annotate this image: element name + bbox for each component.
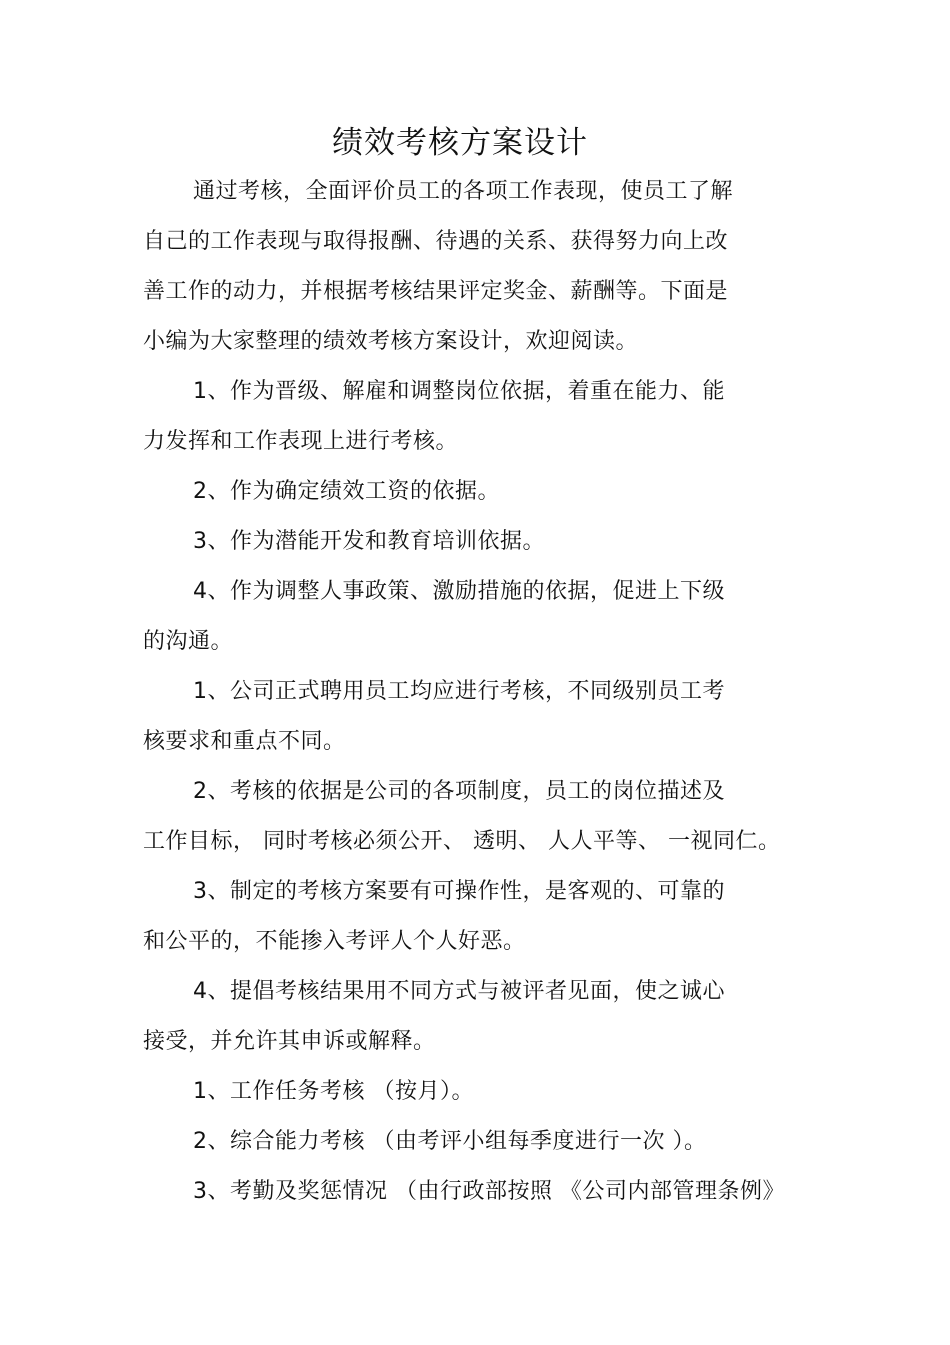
paragraph-line: 1、公司正式聘用员工均应进行考核，不同级别员工考 xyxy=(193,679,725,704)
paragraph-line: 的沟通。 xyxy=(143,629,234,654)
paragraph-line: 1、作为晋级、解雇和调整岗位依据，着重在能力、能 xyxy=(193,379,725,404)
paragraph-line: 2、作为确定绩效工资的依据。 xyxy=(193,479,500,504)
paragraph-line: 核要求和重点不同。 xyxy=(143,729,346,754)
paragraph-line: 善工作的动力，并根据考核结果评定奖金、薪酬等。下面是 xyxy=(143,279,729,304)
paragraph-line: 2、考核的依据是公司的各项制度，员工的岗位描述及 xyxy=(193,779,725,804)
paragraph-line: 力发挥和工作表现上进行考核。 xyxy=(143,429,459,454)
paragraph-line: 接受，并允许其申诉或解释。 xyxy=(143,1029,436,1054)
paragraph-line: 3、制定的考核方案要有可操作性，是客观的、可靠的 xyxy=(193,879,725,904)
paragraph-line: 和公平的，不能掺入考评人个人好恶。 xyxy=(143,929,526,954)
paragraph-line: 自己的工作表现与取得报酬、待遇的关系、获得努力向上改 xyxy=(143,229,729,254)
document-title: 绩效考核方案设计 xyxy=(332,125,588,161)
paragraph-line: 4、提倡考核结果用不同方式与被评者见面，使之诚心 xyxy=(193,979,725,1004)
paragraph-line: 4、作为调整人事政策、激励措施的依据，促进上下级 xyxy=(193,579,725,604)
paragraph-line: 工作目标， 同时考核必须公开、 透明、 人人平等、 一视同仁。 xyxy=(143,829,781,854)
paragraph-line: 3、考勤及奖惩情况 （由行政部按照 《公司内部管理条例》 xyxy=(193,1179,785,1204)
paragraph-line: 2、综合能力考核 （由考评小组每季度进行一次 ）。 xyxy=(193,1129,707,1154)
paragraph-line: 通过考核，全面评价员工的各项工作表现，使员工了解 xyxy=(193,179,734,204)
paragraph-line: 小编为大家整理的绩效考核方案设计，欢迎阅读。 xyxy=(143,329,639,354)
paragraph-line: 3、作为潜能开发和教育培训依据。 xyxy=(193,529,545,554)
paragraph-line: 1、工作任务考核 （按月）。 xyxy=(193,1079,474,1104)
